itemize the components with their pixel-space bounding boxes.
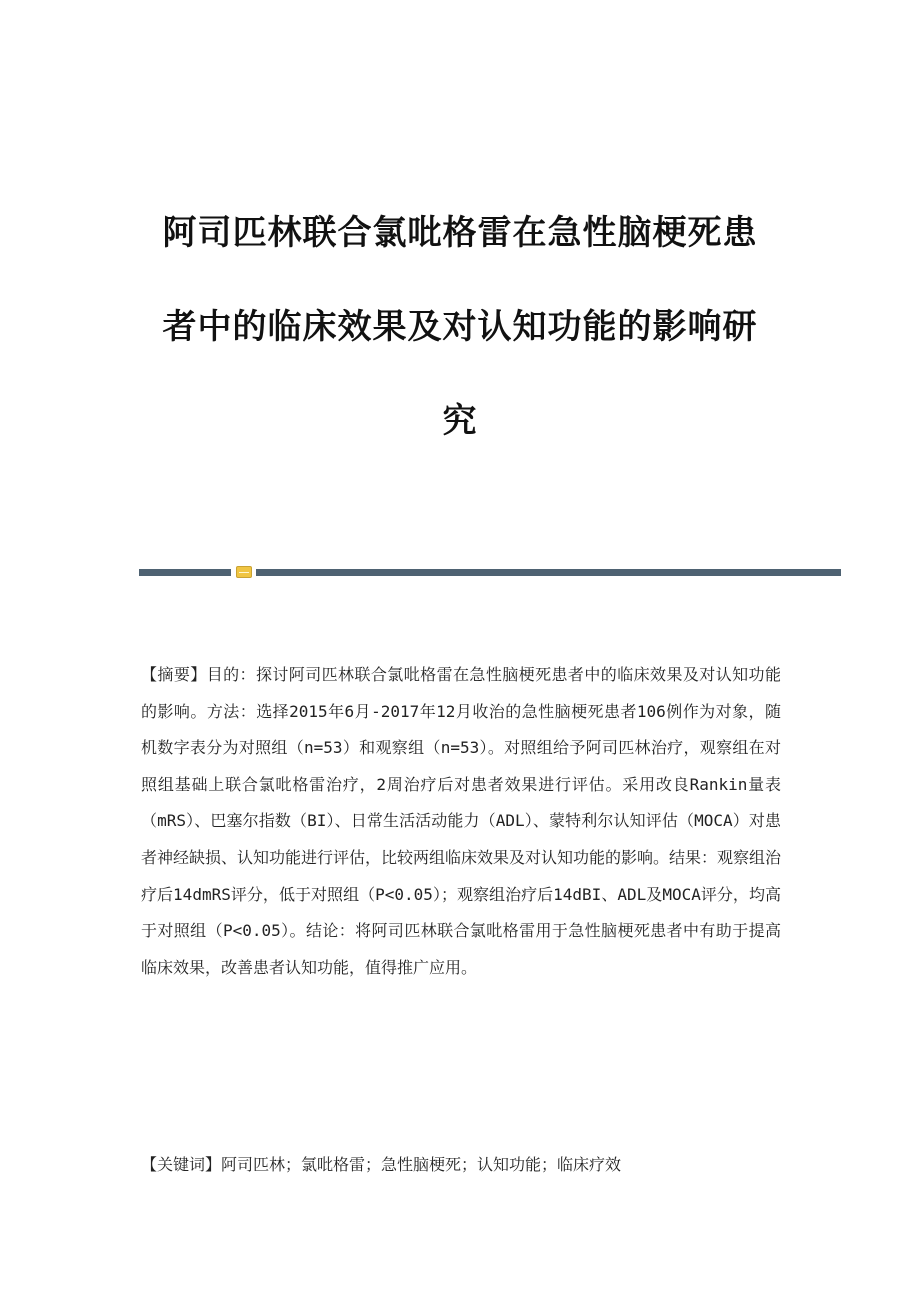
divider-bar-right — [256, 569, 841, 576]
abstract-label: 【摘要】 — [141, 665, 207, 684]
paper-title — [120, 186, 800, 468]
divider-ornament-icon — [236, 566, 252, 578]
abstract-paragraph — [141, 657, 781, 986]
keywords-label: 【关键词】 — [141, 1155, 222, 1174]
divider-bar-left — [139, 569, 231, 576]
keywords-paragraph — [141, 1147, 781, 1183]
title-line-3: 究 — [442, 401, 478, 441]
title-line-2: 者中的临床效果及对认知功能的影响研 — [162, 307, 758, 347]
title-line-1: 阿司匹林联合氯吡格雷在急性脑梗死患 — [162, 213, 758, 253]
keywords-text: 阿司匹林；氯吡格雷；急性脑梗死；认知功能；临床疗效 — [221, 1155, 622, 1174]
title-divider — [139, 565, 841, 579]
abstract-text: 目的：探讨阿司匹林联合氯吡格雷在急性脑梗死患者中的临床效果及对认知功能的影响。方法：选择2015年6月-2017年12月收治的急性脑梗死患者106例作为对象，随机数字表分为对照组（n=53）和观察组（n=53）。对照组给予阿司匹林治疗，观察组在对照组基础上联合氯吡格雷治疗，2周治疗后对患者效果进行评估。采用改良Rankin量表（mRS）、巴塞尔指数（BI）、日常生活活动能力（ADL）、蒙特利尔认知评估（MOCA）对患者神经缺损、认知功能进行评估，比较两组临床效果及对认知功能的影响。结果：观察组治疗后14dmRS评分，低于对照组（P<0.05）；观察组治疗后14dBI、ADL及MOCA评分，均高于对照组（P<0.05）。结论：将阿司匹林联合氯吡格雷用于急性脑梗死患者中有助于提高临床效果，改善患者认知功能，值得推广应用。 — [141, 665, 782, 977]
